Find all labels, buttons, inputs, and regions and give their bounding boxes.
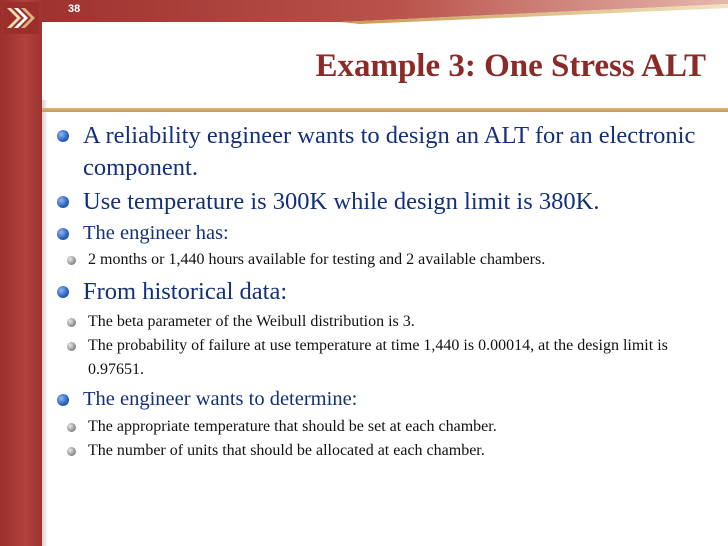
sub-bullet-text: The probability of failure at use temperature at time 1,440 is 0.00014, at the design limit is 0.97651. bbox=[88, 337, 668, 379]
sub-bullet-item bbox=[55, 334, 715, 382]
gray-sphere-bullet-icon bbox=[67, 423, 76, 432]
sub-list-container bbox=[55, 310, 715, 382]
sub-bullet-item bbox=[55, 415, 715, 439]
bullet-text: From historical data: bbox=[83, 278, 288, 306]
bullet-item bbox=[55, 276, 715, 308]
sub-bullet-text: The beta parameter of the Weibull distribution is 3. bbox=[88, 313, 415, 331]
gray-sphere-bullet-icon bbox=[67, 256, 76, 265]
gray-sphere-bullet-icon bbox=[67, 447, 76, 456]
bullet-text: A reliability engineer wants to design an ALT for an electronic component. bbox=[83, 122, 696, 181]
sub-bullet-text: The number of units that should be allocated at each chamber. bbox=[88, 441, 485, 459]
bullet-list bbox=[55, 120, 715, 467]
sub-bullet-item bbox=[55, 248, 715, 272]
left-accent-bar bbox=[0, 0, 42, 546]
slide-title: Example 3: One Stress ALT bbox=[315, 48, 706, 84]
sub-list-container bbox=[55, 248, 715, 272]
sub-bullet-list bbox=[55, 248, 715, 272]
blue-sphere-bullet-icon bbox=[57, 228, 69, 240]
bullet-text: The engineer has: bbox=[83, 221, 229, 244]
sub-bullet-text: The appropriate temperature that should be set at each chamber. bbox=[88, 417, 497, 435]
sub-bullet-list bbox=[55, 415, 715, 463]
sub-bullet-text: 2 months or 1,440 hours available for testing and 2 available chambers. bbox=[88, 251, 546, 269]
bullet-item bbox=[55, 120, 715, 184]
content-shadow bbox=[42, 100, 48, 546]
bullet-item bbox=[55, 220, 715, 247]
bullet-text: The engineer wants to determine: bbox=[83, 388, 358, 411]
sub-bullet-list bbox=[55, 310, 715, 382]
chevron-arrows-logo-icon bbox=[3, 2, 39, 34]
blue-sphere-bullet-icon bbox=[57, 196, 69, 208]
title-divider bbox=[42, 108, 728, 112]
gray-sphere-bullet-icon bbox=[67, 318, 76, 327]
blue-sphere-bullet-icon bbox=[57, 394, 69, 406]
blue-sphere-bullet-icon bbox=[57, 130, 69, 142]
sub-bullet-item bbox=[55, 310, 715, 334]
bullet-item bbox=[55, 386, 715, 413]
sub-list-container bbox=[55, 415, 715, 463]
blue-sphere-bullet-icon bbox=[57, 286, 69, 298]
slide-number: 38 bbox=[68, 3, 81, 15]
bullet-item bbox=[55, 186, 715, 218]
gray-sphere-bullet-icon bbox=[67, 342, 76, 351]
top-banner bbox=[0, 0, 728, 30]
sub-bullet-item bbox=[55, 439, 715, 463]
bullet-text: Use temperature is 300K while design limit is 380K. bbox=[83, 187, 600, 215]
